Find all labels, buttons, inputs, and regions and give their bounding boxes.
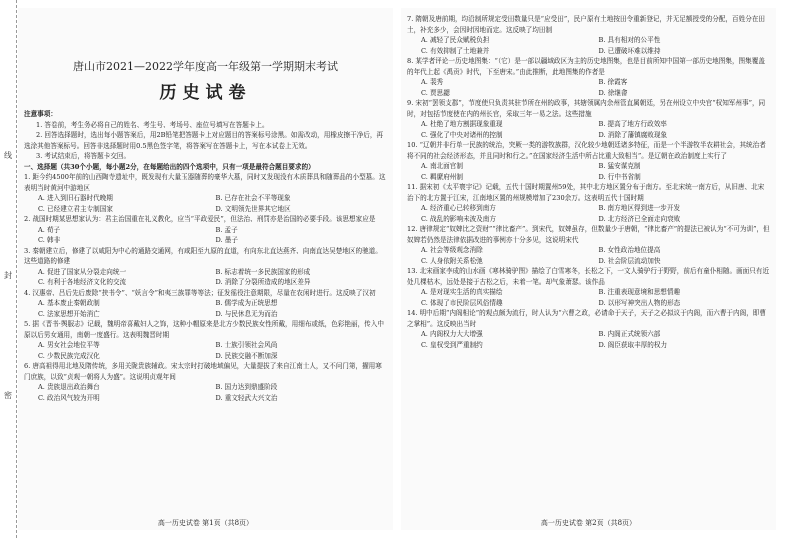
answer-option: A. 经济重心已转移到南方 (421, 204, 496, 212)
answer-option: A. 杜绝了地方割据现象重现 (421, 120, 503, 128)
option-group (407, 329, 770, 350)
option-group (407, 245, 770, 266)
question-text: 8. 某学者评论一历史地图集：“（它）是一部以疆域政区为主的历史地图集，也是目前所知中国第一部历史地图集，图集覆盖的年代上起《禹贡》时代，下至唐宋。”由此推断，此地图集的作者是 (407, 57, 765, 76)
answer-option: D. 北方经济已全面走向衰败 (598, 214, 681, 223)
answer-option: C. 政治风气较为开明 (38, 393, 100, 402)
question-text: 3. 秦朝建立后，修建了以咸阳为中心的通路交通网，有咸阳至九原的直道，有向东北直达燕齐、向南直达吴楚地区的驰道。这些道路的修建 (24, 246, 382, 265)
option-group (24, 340, 387, 361)
answer-option: D. 与民休息无为而治 (215, 309, 278, 318)
answer-option: D. 墨子 (215, 236, 238, 244)
answer-option: B. 内阁正式统领六部 (598, 330, 661, 338)
subject-title: 历史试卷 (159, 83, 252, 103)
question-text: 13. 北宋画家李成的山水画《寒林骑驴图》描绘了白雪寒冬，长松之下，一文人骑驴行于野野，前后有童仆相随。画面只有近处几棵枯木，远处是接于古松之后，未着一笔。却气象萧瑟。该作品 (407, 267, 770, 286)
binding-mark: 封 (4, 271, 12, 280)
answer-option: A. 进入到旧石器时代晚期 (38, 194, 113, 202)
answer-option: B. 孟子 (215, 225, 238, 234)
question-text: 2. 战国时期某思想家认为：君主治国重在礼义教化，应当“平政爱民”，但法治、刑罚亦是治国的必要手段。该思想家应是 (24, 215, 376, 223)
answer-option: A. 内阁权力大大增强 (421, 330, 483, 338)
option-group (407, 203, 770, 224)
answer-option: D. 社会阶层流动加快 (598, 256, 661, 265)
answer-option: A. 减轻了民众赋税负担 (421, 36, 490, 44)
binding-mark: 密 (4, 391, 12, 400)
option-group (407, 119, 770, 140)
question-text: 5. 据《晋书·舆服志》记载，魏明帝喜戴妇人之饰，这种小帽原来是北方少数民族女性所戴，用细布或纸，色彩艳丽，传入中原以后男女通用，南朝一度盛行。这表明魏晋时期 (24, 320, 384, 339)
question-text: 12. 唐律规定“奴婢比之资财”“律比畜产”。到宋代，奴婢虽存，但数量少于唐朝，“律比畜产”的提法已被认为“不可为训”，但奴婢若仍然是法律依据改进的事例亦十分多见，这说明宋代 (407, 225, 770, 244)
option-group (407, 77, 770, 98)
question-text: 7. 隋朝及唐前期，均沿制所规定受田数量只是“应受田”，民户原有土地按田令重新登记，并无足额授受的分配，百姓分在田土，补充多少，会因时因地而定。这反映了均田制 (407, 15, 766, 34)
answer-option: D. 已遭破坏难以维持 (598, 46, 661, 55)
answer-option: B. 注重表现意境和思想情趣 (598, 288, 681, 296)
answer-option: C. 有效抑制了土地兼并 (421, 46, 490, 55)
option-group (24, 225, 387, 246)
answer-option: D. 消除了分裂所造成的地区差异 (215, 278, 311, 286)
answer-option: C. 韩非 (38, 236, 61, 244)
option-group (24, 298, 387, 319)
question-list (24, 172, 387, 403)
section-heading: 一、选择题（共30个小题，每小题2分，在每题给出的四个选项中，只有一项是最符合题目要求的） (24, 162, 315, 171)
binding-mark: 线 (4, 151, 12, 160)
answer-option: D. 阁臣获取丰厚的权力 (598, 340, 668, 349)
page-footer: 高一历史试卷 第1页（共8页） (157, 519, 254, 527)
notice-item: 1. 答卷前，考生务必将自己的姓名、考生号、考场号、座位号填写在答题卡上。 (36, 120, 269, 129)
option-group (407, 161, 770, 182)
answer-option: B. 南方地区得到进一步开发 (598, 204, 681, 212)
answer-option: A. 南北面官制 (421, 162, 463, 170)
answer-option: C. 有利于各地经济文化的交流 (38, 278, 127, 286)
answer-option: D. 民族交融不断加深 (215, 351, 278, 360)
answer-option: C. 体现了市民阶层风俗情趣 (421, 298, 503, 307)
answer-option: C. 少数民族完成汉化 (38, 351, 100, 360)
answer-option: C. 战乱的影响未波及南方 (421, 214, 496, 223)
answer-option: B. 已存在社会不平等现象 (215, 194, 291, 202)
question-text: 4. 汉惠帝、吕后先后废除“挟书令”、“妖言令”和夷三族罪等等法；征发徭役注意期限，尽量在农闲时进行。这反映了汉初 (24, 288, 376, 297)
answer-option: A. 男女社会地位平等 (38, 341, 100, 349)
option-group (24, 193, 387, 214)
answer-option: B. 标志着统一多民族国家的形成 (215, 267, 311, 276)
answer-option: D. 行中书省制 (598, 172, 641, 181)
answer-option: D. 重文轻武大兴文治 (215, 393, 278, 402)
answer-option: A. 荀子 (38, 225, 61, 234)
answer-option: B. 女性政治地位提高 (598, 246, 661, 254)
answer-option: A. 促进了国家从分裂走向统一 (38, 267, 127, 276)
answer-option: B. 士族引领社会风尚 (215, 341, 278, 349)
exam-title: 唐山市2021—2022学年度高一年级第一学期期末考试 (73, 60, 338, 73)
answer-option: A. 是对现实生活的真实描绘 (421, 288, 503, 296)
question-text: 11. 据宋初《太平寰宇记》记载，五代十国时期置州59处，其中北方地区置分布于南方。至北宋统一南方后，从旧唐、北宋治下的北方置于江宋，江南地区置的州规模增加了230余万。这表明五代十国时期 (407, 183, 765, 202)
answer-option: C. 人身依附关系松弛 (421, 256, 483, 265)
answer-option: D. 徐继畬 (598, 88, 628, 97)
answer-option: A. 贵族退出政治舞台 (38, 383, 100, 391)
answer-option: D. 以形写神突出人物的形态 (598, 298, 681, 307)
question-text: 9. 宋初“罢领支郡”，节度使只负责其驻节所在州的政事，其辖领属内余州管直属朝廷，另在州设立中央官“权知军州事”，同时，对包括节度使在内的州长官，采取三年一易之法。这些措施 (407, 99, 766, 118)
answer-option: C. 法家思想开始消亡 (38, 309, 100, 318)
answer-option: A. 基本废止秦朝政制 (38, 299, 100, 307)
question-text: 10. “辽朝并非行单一民族的统治，突厥一类的游牧族群，汉化较少地朝廷诸多特征，而是一个半游牧半农耕社会，其统治者将不同的社会经济形态，并且同时和行之。”在国家经济生活中所占比重大致相当”。是辽朝在政治制度上实行了 (407, 141, 766, 160)
answer-option: B. 徐霞客 (598, 78, 628, 86)
exam-page-1 (18, 8, 393, 530)
option-group (24, 267, 387, 288)
answer-option: C. 强化了中央对诸州的控制 (421, 130, 503, 139)
option-group (407, 287, 770, 308)
answer-option: C. 贾思勰 (421, 88, 450, 97)
answer-option: B. 儒学成为正统思想 (215, 299, 278, 307)
question-text: 14. 明中后期“内阁相论”的观点颇为流行，时人认为“六曹之政，必请命于天子，天子之必拟议于内阁，而六曹于内阁，即曹之掌相”。这反映出当时 (407, 309, 766, 328)
question-text: 1. 距今约4500年前的山西陶寺遗址中，既发现有大量玉器随葬的豪华大墓，同时又发现没有木质葬具和随葬品的小型墓。这表明当时黄河中游地区 (24, 173, 386, 192)
question-list (407, 14, 770, 350)
answer-option: A. 裴秀 (421, 78, 444, 86)
option-group (24, 382, 387, 403)
option-group (407, 35, 770, 56)
answer-option: C. 羁縻府州制 (421, 172, 463, 181)
answer-option: B. 提高了地方行政效率 (598, 120, 667, 128)
question-text: 6. 唐高祖得用北地及隋传统，多用关陇贵族辅政。宋太宗时打破地域偏见，大量提拔了来自江南士人，又不问门第，擢用寒门庶族，以致“贞观一朝将人为盛”。这说明贞观年间 (24, 362, 382, 381)
notice-item: 2. 回答选择题时，选出每小题答案后，用2B铅笔把答题卡上对应题目的答案标号涂黑。如需改动，用橡皮擦干净后，再选涂其他答案标号。回答非选择题时用0.5黑色签字笔，将答案写在答题卡上，写在本试卷上无效。 (24, 131, 384, 150)
answer-option: D. 文明领先世界其它地区 (215, 204, 291, 213)
answer-option: B. 国力达到鼎盛阶段 (215, 383, 278, 391)
exam-page-2 (401, 8, 776, 530)
answer-option: D. 消除了藩镇腐败现象 (598, 130, 668, 139)
answer-option: C. 皇权受到严重制约 (421, 340, 483, 349)
page-footer: 高一历史试卷 第2页（共8页） (540, 519, 637, 527)
answer-option: A. 社会等级观念消除 (421, 246, 483, 254)
answer-option: B. 猛安谋克制 (598, 162, 641, 170)
answer-option: C. 已经建立君主专制国家 (38, 204, 113, 213)
notice-item: 3. 考试结束后，将答题卡交回。 (36, 152, 131, 160)
binding-margin (2, 0, 17, 538)
answer-option: B. 具有相对的公平性 (598, 36, 661, 44)
notice-heading: 注意事项： (24, 110, 57, 118)
